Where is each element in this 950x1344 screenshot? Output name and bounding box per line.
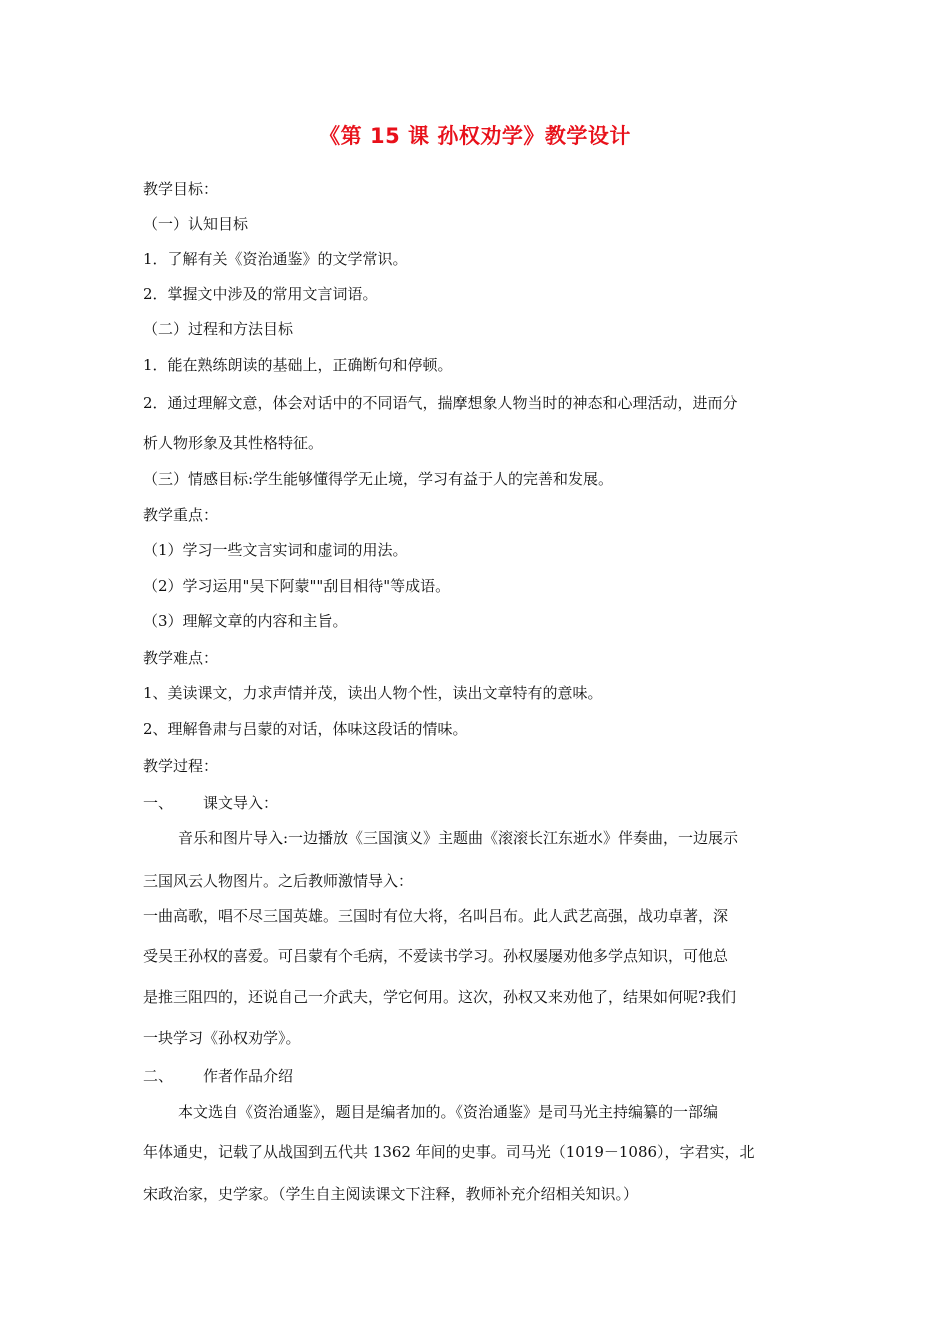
text-line: 教学重点： (143, 506, 219, 524)
document-title: 《第 15 课 孙权劝学》教学设计 (319, 124, 631, 148)
text-line: 音乐和图片导入:一边播放《三国演义》主题曲《滚滚长江东逝水》伴奏曲，一边展示 (178, 829, 739, 847)
section-label: 作者作品介绍 (203, 1067, 294, 1085)
text-line: 是推三阻四的，还说自己一介武夫，学它何用。这次，孙权又来劝他了，结果如何呢?我们 (143, 988, 737, 1006)
text-line: 2．通过理解文意，体会对话中的不同语气，揣摩想象人物当时的神态和心理活动，进而分 (143, 394, 738, 412)
text-line: 一块学习《孙权劝学》。 (143, 1029, 301, 1047)
text-line: 三国风云人物图片。之后教师激情导入： (143, 872, 414, 890)
text-line: 教学目标： (143, 180, 219, 198)
section-heading (143, 793, 823, 813)
text-line: 本文选自《资治通鉴》，题目是编者加的。《资治通鉴》是司马光主持编纂的一部编 (178, 1103, 719, 1121)
text-line: （1）学习一些文言实词和虚词的用法。 (143, 541, 408, 559)
section-number: 二、 (143, 1067, 174, 1085)
text-line: 2、理解鲁肃与吕蒙的对话，体味这段话的情味。 (143, 720, 468, 738)
text-line: 教学难点： (143, 649, 219, 667)
text-line: 2．掌握文中涉及的常用文言词语。 (143, 285, 378, 303)
text-line: （三）情感目标:学生能够懂得学无止境，学习有益于人的完善和发展。 (143, 470, 614, 488)
text-line: 年体通史，记载了从战国到五代共 1362 年间的史事。司马光（1019－1086），字君实，北 (143, 1143, 755, 1161)
text-line: 教学过程： (143, 757, 219, 775)
text-line: 1．能在熟练朗读的基础上，正确断句和停顿。 (143, 356, 453, 374)
section-label: 课文导入： (203, 794, 279, 812)
text-line: （3）理解文章的内容和主旨。 (143, 612, 348, 630)
text-line: 析人物形象及其性格特征。 (143, 434, 324, 452)
text-line: （2）学习运用"吴下阿蒙""刮目相待"等成语。 (143, 577, 451, 595)
text-line: 一曲高歌，唱不尽三国英雄。三国时有位大将，名叫吕布。此人武艺高强，战功卓著，深 (143, 907, 729, 925)
text-line: 宋政治家，史学家。（学生自主阅读课文下注释，教师补充介绍相关知识。） (143, 1185, 639, 1203)
section-number: 一、 (143, 794, 174, 812)
section-heading (143, 1066, 823, 1086)
text-line: 受吴王孙权的喜爱。可吕蒙有个毛病，不爱读书学习。孙权屡屡劝他多学点知识，可他总 (143, 947, 729, 965)
text-line: 1、美读课文，力求声情并茂，读出人物个性，读出文章特有的意味。 (143, 684, 603, 702)
text-line: （二）过程和方法目标 (143, 320, 294, 338)
text-line: （一）认知目标 (143, 215, 249, 233)
text-line: 1．了解有关《资治通鉴》的文学常识。 (143, 250, 408, 268)
